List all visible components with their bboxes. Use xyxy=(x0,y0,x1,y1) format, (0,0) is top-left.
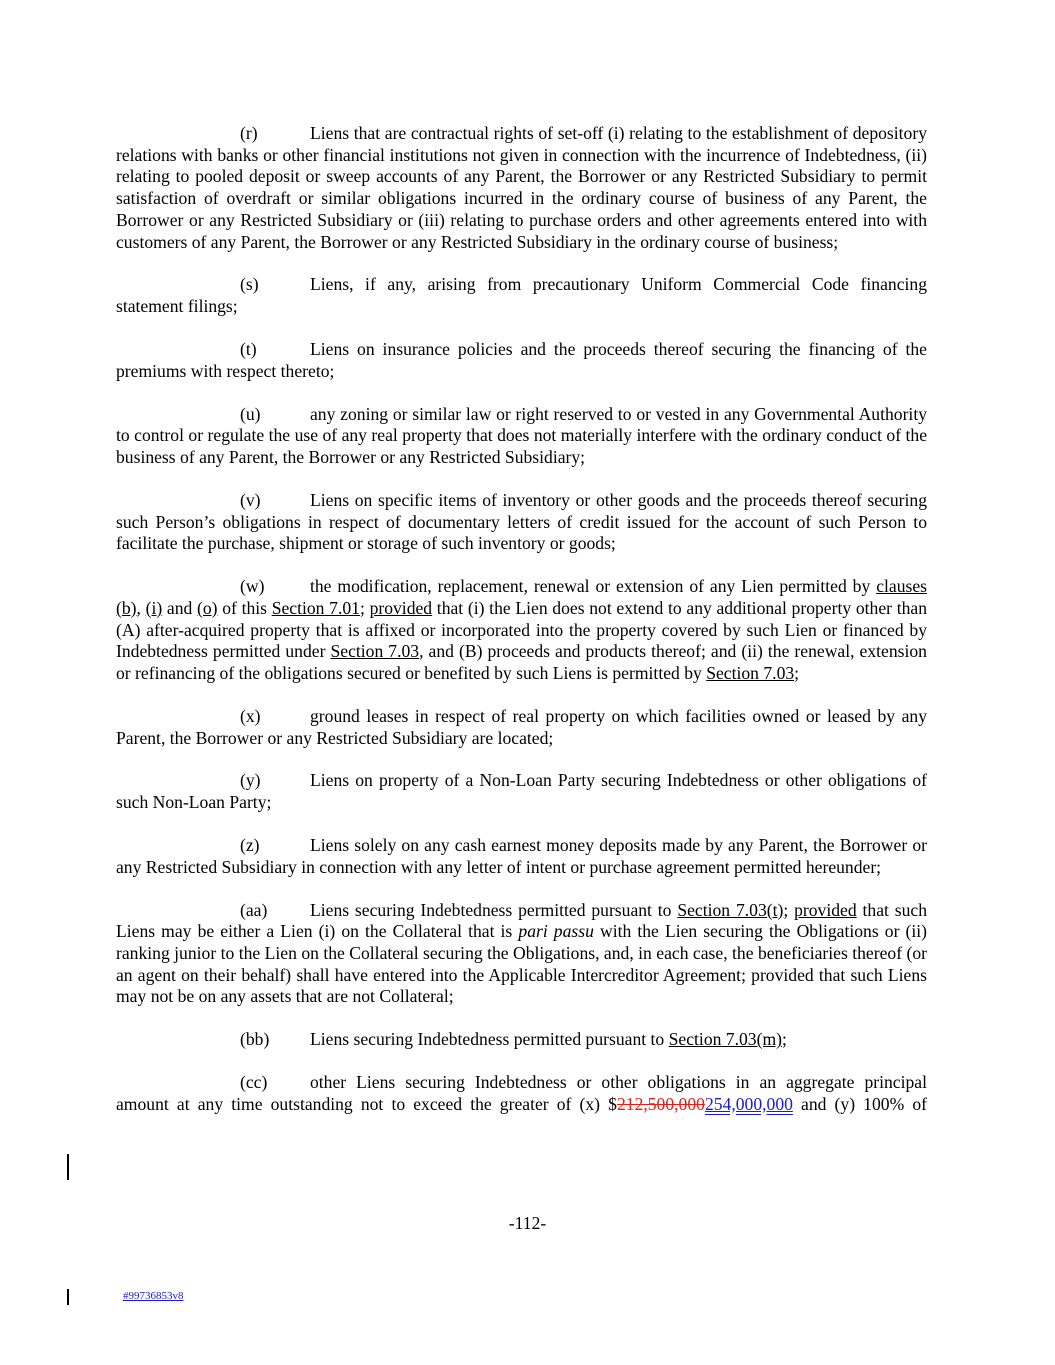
clause-text: of this xyxy=(217,597,272,618)
clause-text: that such Liens may be either a Lien (i) on the Collateral that is xyxy=(116,899,927,942)
defined-term: provided xyxy=(794,899,857,920)
cross-reference: (o) xyxy=(197,597,218,618)
cross-reference: Section 7.03(m) xyxy=(668,1029,783,1050)
clause-t xyxy=(116,339,927,382)
clause-text: other Liens securing Indebtedness or other obligations in an aggregate principal amount at any time outstanding not to exceed the greater of (x) $ xyxy=(116,1072,927,1114)
change-bar xyxy=(67,1154,69,1180)
clause-text: Liens securing Indebtedness permitted pursuant to xyxy=(310,1029,669,1050)
cross-reference: (i) xyxy=(145,597,163,618)
clause-label: (w) xyxy=(240,576,265,597)
clause-text: , xyxy=(136,597,146,618)
clause-bb xyxy=(116,1029,927,1051)
change-bar xyxy=(67,1289,69,1305)
clause-text: Liens on insurance policies and the proceeds thereof securing the financing of the premiums with respect thereto; xyxy=(116,339,927,381)
clause-text: Liens that are contractual rights of set-off (i) relating to the establishment of depository relations with banks or other financial institutions not given in connection with the incurrence of Indebtedness, (ii) relating to pooled deposit or sweep accounts of any Parent, the Borrower or any Restricted Subsidiary to permit satisfaction of overdraft or similar obligations incurred in the ordinary course of business of any Parent, the Borrower or any Restricted Subsidiary or (iii) relating to purchase orders and other agreements entered into with customers of any Parent, the Borrower or any Restricted Subsidiary in the ordinary course of business; xyxy=(116,123,927,252)
clause-aa xyxy=(116,900,927,1009)
clause-text: ; xyxy=(783,899,795,920)
clause-u xyxy=(116,404,927,469)
clause-label: (t) xyxy=(240,339,257,359)
clause-text: Liens solely on any cash earnest money deposits made by any Parent, the Borrower or any Restricted Subsidiary in connection with any letter of intent or purchase agreement permitted hereunder; xyxy=(116,835,927,877)
document-body xyxy=(116,123,927,1137)
document-id-footer: #99736853v8 xyxy=(123,1290,184,1302)
clause-r xyxy=(116,123,927,253)
clause-text: that (i) the Lien does not extend to any additional property other than (A) after-acquired property that is affixed or incorporated into the property covered by such Lien or financed by Indebtedness permitted under xyxy=(116,597,927,662)
clause-label: (r) xyxy=(240,123,258,143)
clause-label: (z) xyxy=(240,835,260,856)
cross-reference: Section 7.01 xyxy=(271,597,360,618)
clause-text: any zoning or similar law or right reserved to or vested in any Governmental Authority to control or regulate the use of any real property that does not materially interfere with the ordinary conduct of the business of any Parent, the Borrower or any Restricted Subsidiary; xyxy=(116,403,927,467)
clause-label: (cc) xyxy=(240,1072,268,1093)
deleted-amount: 212,500,000 xyxy=(616,1093,705,1114)
clause-text: ; xyxy=(794,663,800,683)
clause-text: and xyxy=(162,597,198,618)
cross-reference: clauses (b) xyxy=(116,576,927,618)
clause-label: (s) xyxy=(240,274,259,295)
cross-reference: Section 7.03 xyxy=(330,641,420,662)
clause-label: (y) xyxy=(240,770,261,791)
cross-reference: Section 7.03 xyxy=(706,663,795,683)
clause-text: ; xyxy=(782,1029,787,1050)
clause-text: , and (B) proceeds and products thereof; and (ii) the renewal, extension or refinancing of the obligations secured or benefited by such Liens is permitted by xyxy=(116,641,927,683)
clause-text: ; xyxy=(359,597,370,618)
clause-label: (bb) xyxy=(240,1029,270,1050)
clause-text: Liens, if any, arising from precautionary Uniform Commercial Code financing statement filings; xyxy=(116,274,927,317)
inserted-amount: 254,000,000 xyxy=(704,1093,793,1114)
cross-reference: Section 7.03(t) xyxy=(677,899,784,920)
clause-text: ground leases in respect of real property on which facilities owned or leased by any Parent, the Borrower or any Restricted Subsidiary are located; xyxy=(116,705,927,748)
clause-text: Liens on property of a Non-Loan Party securing Indebtedness or other obligations of such Non-Loan Party; xyxy=(116,770,927,813)
clause-text: and (y) 100% of xyxy=(792,1093,928,1114)
clause-x xyxy=(116,706,927,749)
clause-label: (x) xyxy=(240,705,261,726)
clause-cc xyxy=(116,1072,927,1115)
clause-y xyxy=(116,770,927,813)
clause-v xyxy=(116,490,927,555)
clause-label: (aa) xyxy=(240,899,268,920)
clause-text: Liens on specific items of inventory or other goods and the proceeds thereof securing such Person’s obligations in respect of documentary letters of credit issued for the account of such Person to facilitate the purchase, shipment or storage of such inventory or goods; xyxy=(116,489,927,554)
clause-text: the modification, replacement, renewal or extension of any Lien permitted by xyxy=(310,576,877,597)
clause-text: Liens securing Indebtedness permitted pursuant to xyxy=(310,899,678,920)
page-number: -112- xyxy=(508,1213,547,1233)
clause-z xyxy=(116,835,927,878)
clause-text: with the Lien securing the Obligations or (ii) ranking junior to the Lien on the Collateral securing the Obligations, and, in each case, the beneficiaries thereof (or an agent on their behalf) shall have entered into the Applicable Intercreditor Agreement; provided that such Liens may not be on any assets that are not Collateral; xyxy=(116,921,928,1007)
defined-term: provided xyxy=(369,597,433,618)
clause-w xyxy=(116,576,927,685)
clause-s xyxy=(116,274,927,317)
italic-term: pari passu xyxy=(518,921,594,942)
clause-label: (v) xyxy=(240,489,261,510)
clause-label: (u) xyxy=(240,403,261,424)
